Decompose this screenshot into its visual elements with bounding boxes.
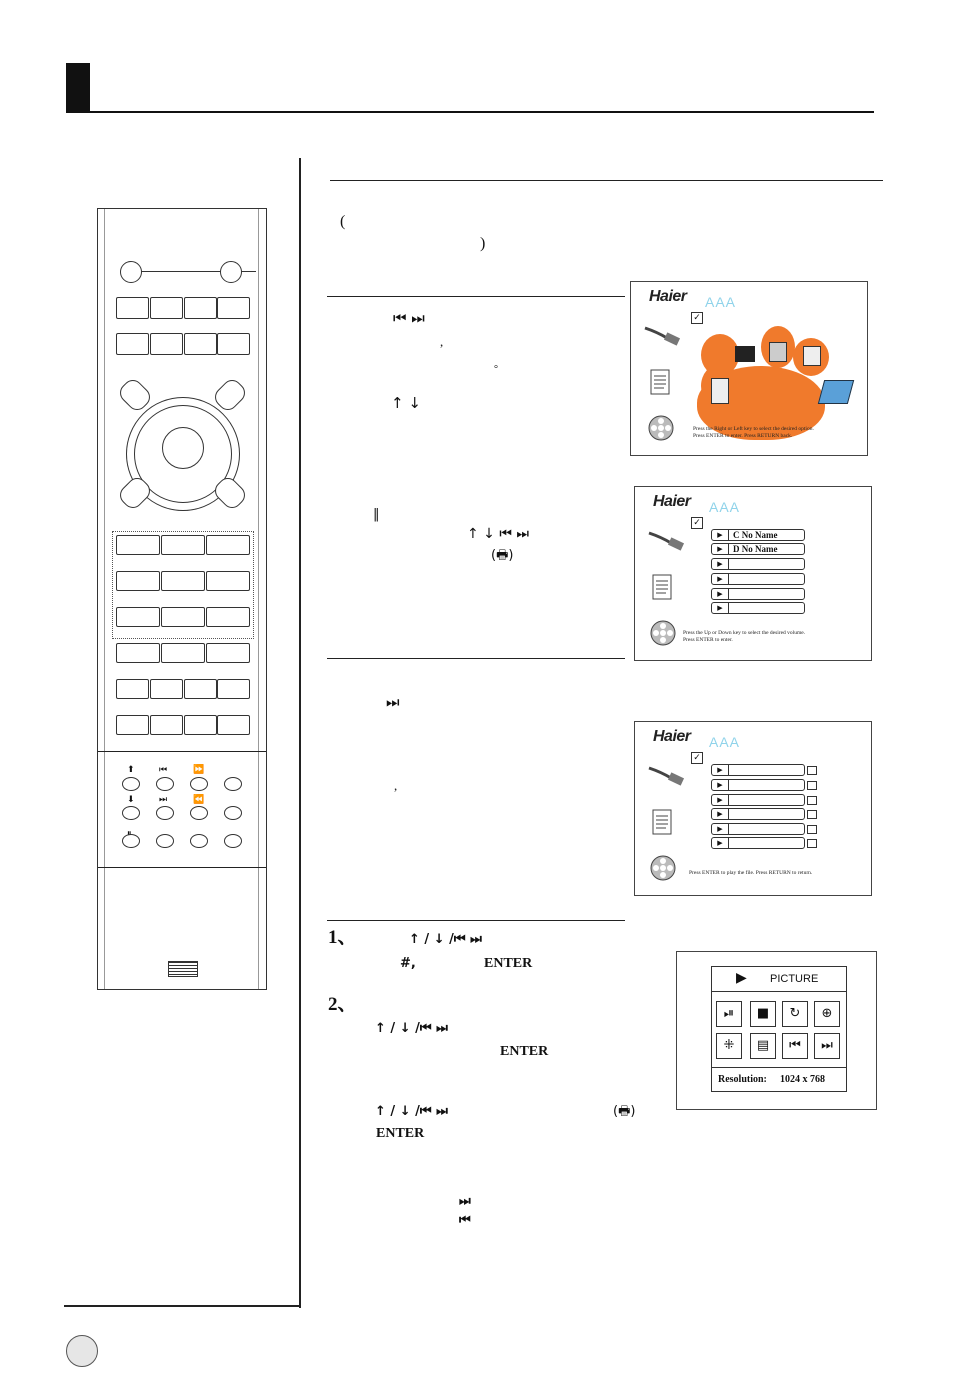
- remote-btn-r2-4[interactable]: [217, 333, 250, 355]
- volume-row[interactable]: [711, 588, 805, 600]
- remote-media-btn-3[interactable]: [190, 777, 208, 791]
- remote-num-5[interactable]: [161, 571, 205, 591]
- header-rule: [66, 111, 874, 113]
- remote-btn-r3-3[interactable]: [184, 679, 217, 699]
- step2-arrows: ↑ / ↓ /⏮ ⏭: [375, 1021, 448, 1036]
- screen2-hint-1: Press the Up or Down key to select the desired volume.: [683, 630, 806, 636]
- remote-media-btn-10[interactable]: [156, 834, 174, 848]
- film-reel-icon: [649, 619, 677, 647]
- remote-media-btn-5[interactable]: [122, 806, 140, 820]
- remote-btn-r2-1[interactable]: [116, 333, 149, 355]
- remote-grille: [168, 961, 198, 977]
- remote-label-up: ⬆: [127, 765, 135, 775]
- music-icon: [769, 342, 787, 362]
- document-icon: [651, 808, 675, 836]
- usb-cable-icon: [647, 764, 687, 788]
- play-icon: ▶: [712, 574, 729, 584]
- sec2-comma: ,: [394, 778, 398, 793]
- check-icon: ✓: [691, 517, 703, 529]
- remote-label-rew: ⏪: [193, 795, 205, 805]
- play-icon: ▶: [712, 603, 729, 613]
- remote-btn-r3-1[interactable]: [116, 679, 149, 699]
- section-rule-1: [327, 296, 625, 297]
- remote-media-btn-11[interactable]: [190, 834, 208, 848]
- screen2-hint-2: Press ENTER to enter.: [683, 637, 733, 643]
- intro-paren-open: (: [340, 213, 346, 230]
- file-row[interactable]: [711, 823, 805, 835]
- remote-num-4[interactable]: [116, 571, 160, 591]
- footer-rule: [64, 1305, 301, 1307]
- header-block: [66, 63, 90, 113]
- film-reel-icon: [649, 854, 677, 882]
- remote-num-7[interactable]: [116, 607, 160, 627]
- camera-icon: [807, 796, 817, 805]
- remote-num-b[interactable]: [206, 643, 250, 663]
- check-icon: ✓: [691, 752, 703, 764]
- step2-enter-2: ENTER: [376, 1126, 425, 1141]
- grid-button[interactable]: ⁜: [716, 1033, 742, 1059]
- sec1-circle: °: [494, 364, 498, 375]
- remote-inner-left: [104, 209, 105, 989]
- play-icon: ▶: [712, 530, 729, 540]
- remote-num-9[interactable]: [206, 607, 250, 627]
- remote-btn-r4-1[interactable]: [116, 715, 149, 735]
- remote-btn-r1-2[interactable]: [150, 297, 183, 319]
- step1-grid-sym: #,: [400, 956, 416, 971]
- prev-button[interactable]: ⏮: [782, 1033, 808, 1059]
- screen-volume-list: [634, 486, 872, 661]
- usb-cable-icon: [643, 324, 683, 348]
- document-icon: [649, 368, 673, 396]
- remote-media-btn-2[interactable]: [156, 777, 174, 791]
- remote-btn-r3-4[interactable]: [217, 679, 250, 699]
- aaa-label: AAA: [709, 734, 741, 750]
- remote-num-1[interactable]: [116, 535, 160, 555]
- sec1b-arrows: ↑ ↓ ⏮ ⏭: [467, 526, 530, 542]
- remote-media-btn-1[interactable]: [122, 777, 140, 791]
- step2-number: 2、: [328, 994, 357, 1015]
- picture-title: PICTURE: [770, 973, 819, 985]
- volume-row[interactable]: ▶ D No Name: [711, 543, 805, 555]
- camera-icon: [807, 766, 817, 775]
- resolution-label: Resolution:: [718, 1074, 767, 1085]
- remote-num-a[interactable]: [116, 643, 160, 663]
- remote-media-btn-6[interactable]: [156, 806, 174, 820]
- photo-icon: [803, 346, 821, 366]
- remote-source-button[interactable]: [220, 261, 242, 283]
- column-divider: [299, 158, 301, 1308]
- remote-label-ff: ⏩: [193, 765, 205, 775]
- aaa-label: AAA: [709, 499, 741, 515]
- section-rule-2: [327, 658, 625, 659]
- file-row[interactable]: [711, 837, 805, 849]
- remote-btn-r1-1[interactable]: [116, 297, 149, 319]
- usb-cable-icon: [647, 529, 687, 553]
- step2-print: (🖶): [613, 1104, 636, 1119]
- remote-num-3[interactable]: [206, 535, 250, 555]
- sec2-next: ⏭: [386, 693, 400, 711]
- check-icon: ✓: [691, 312, 703, 324]
- remote-lower-divider: [98, 751, 266, 752]
- remote-cover-divider: [98, 867, 266, 868]
- play-icon: ▶: [712, 809, 729, 819]
- screen-main-menu: [630, 281, 868, 456]
- sec1-comma: ,: [440, 334, 444, 349]
- play-icon: ▶: [712, 559, 729, 569]
- remote-btn-r4-4[interactable]: [217, 715, 250, 735]
- remote-media-btn-12[interactable]: [224, 834, 242, 848]
- play-icon: ▶: [712, 765, 729, 775]
- picture-panel-inner: [711, 966, 847, 1092]
- resolution-value: 1024 x 768: [780, 1074, 825, 1085]
- file-row[interactable]: [711, 794, 805, 806]
- play-icon: ▶: [712, 824, 729, 834]
- rotate-button[interactable]: ↻: [782, 1001, 808, 1027]
- file-row[interactable]: [711, 779, 805, 791]
- remote-label-prev: ⏮: [159, 765, 168, 775]
- play-icon: ▶: [712, 589, 729, 599]
- remote-num-0[interactable]: [161, 643, 205, 663]
- section-rule-top: [330, 180, 883, 181]
- section-rule-3: [327, 920, 625, 921]
- remote-btn-r4-2[interactable]: [150, 715, 183, 735]
- screen3-hint: Press ENTER to play the file. Press RETURN to return.: [689, 870, 813, 876]
- remote-btn-r1-4[interactable]: [217, 297, 250, 319]
- camera-icon: [807, 839, 817, 848]
- remote-num-6[interactable]: [206, 571, 250, 591]
- play-icon: ▶: [712, 838, 729, 848]
- step1-number: 1、: [328, 927, 357, 948]
- step2-enter: ENTER: [500, 1044, 549, 1059]
- remote-label-next: ⏭: [159, 795, 168, 805]
- remote-btn-r3-2[interactable]: [150, 679, 183, 699]
- volume-row[interactable]: ▶ C No Name: [711, 529, 805, 541]
- file-row[interactable]: [711, 764, 805, 776]
- remote-ok-button[interactable]: [162, 427, 204, 469]
- screen1-hint-1: Press the Right or Left key to select the desired option.: [693, 426, 814, 432]
- file-row[interactable]: [711, 808, 805, 820]
- remote-media-btn-4[interactable]: [224, 777, 242, 791]
- screen-file-list: [634, 721, 872, 896]
- remote-control: [97, 208, 267, 990]
- remote-btn-r2-2[interactable]: [150, 333, 183, 355]
- camera-icon: [807, 810, 817, 819]
- step1-enter: ENTER: [484, 956, 533, 971]
- document-icon: [651, 573, 675, 601]
- sec1b-pause: ‖: [373, 507, 380, 522]
- volume-row[interactable]: [711, 573, 805, 585]
- camera-icon: [807, 781, 817, 790]
- next-sym: ⏭: [459, 1194, 471, 1209]
- remote-media-btn-9[interactable]: [122, 834, 140, 848]
- page-number-badge: [66, 1335, 98, 1367]
- remote-btn-r2-3[interactable]: [184, 333, 217, 355]
- next-button[interactable]: ⏭: [814, 1033, 840, 1059]
- play-icon: ▶: [712, 780, 729, 790]
- remote-label-down: ⬇: [127, 795, 135, 805]
- remote-media-btn-8[interactable]: [224, 806, 242, 820]
- remote-power-button[interactable]: [120, 261, 142, 283]
- print-button[interactable]: ▤: [750, 1033, 776, 1059]
- picture-control-panel: [676, 951, 877, 1110]
- sec1-prev-next: ⏮ ⏭: [393, 309, 425, 327]
- haier-logo: Haier: [653, 728, 691, 745]
- step1-arrows: ↑ / ↓ /⏮ ⏭: [409, 932, 482, 947]
- play-icon: ▶: [712, 795, 729, 805]
- zoom-button[interactable]: ⊕: [814, 1001, 840, 1027]
- slideshow-icon: [711, 378, 729, 404]
- play-icon: ▶: [736, 970, 747, 986]
- remote-btn-r4-3[interactable]: [184, 715, 217, 735]
- film-reel-icon: [647, 414, 675, 442]
- play-icon: ▶: [712, 544, 729, 554]
- movie-icon: [735, 346, 755, 362]
- remote-num-2[interactable]: [161, 535, 205, 555]
- remote-btn-r1-3[interactable]: [184, 297, 217, 319]
- picture-title-bar: [712, 967, 846, 992]
- stop-button[interactable]: ■: [750, 1001, 776, 1027]
- remote-inner-right: [258, 209, 259, 989]
- screen1-hint-2: Press ENTER to enter. Press RETURN back.: [693, 433, 793, 439]
- remote-num-8[interactable]: [161, 607, 205, 627]
- haier-logo: Haier: [653, 493, 691, 510]
- volume-row[interactable]: [711, 602, 805, 614]
- volume-row[interactable]: [711, 558, 805, 570]
- intro-paren-close: ): [480, 235, 486, 252]
- remote-media-btn-7[interactable]: [190, 806, 208, 820]
- ebook-icon: [818, 380, 854, 404]
- aaa-label: AAA: [705, 294, 737, 310]
- play-pause-button[interactable]: ⏯: [716, 1001, 742, 1027]
- sec1b-print: (🖶): [491, 548, 514, 563]
- step2-arrows-2: ↑ / ↓ /⏮ ⏭: [375, 1104, 448, 1119]
- prev-sym: ⏮: [459, 1213, 471, 1228]
- sec1-up-down: ↑ ↓: [391, 394, 421, 412]
- haier-logo: Haier: [649, 288, 687, 305]
- resolution-bar: [712, 1067, 846, 1092]
- camera-icon: [807, 825, 817, 834]
